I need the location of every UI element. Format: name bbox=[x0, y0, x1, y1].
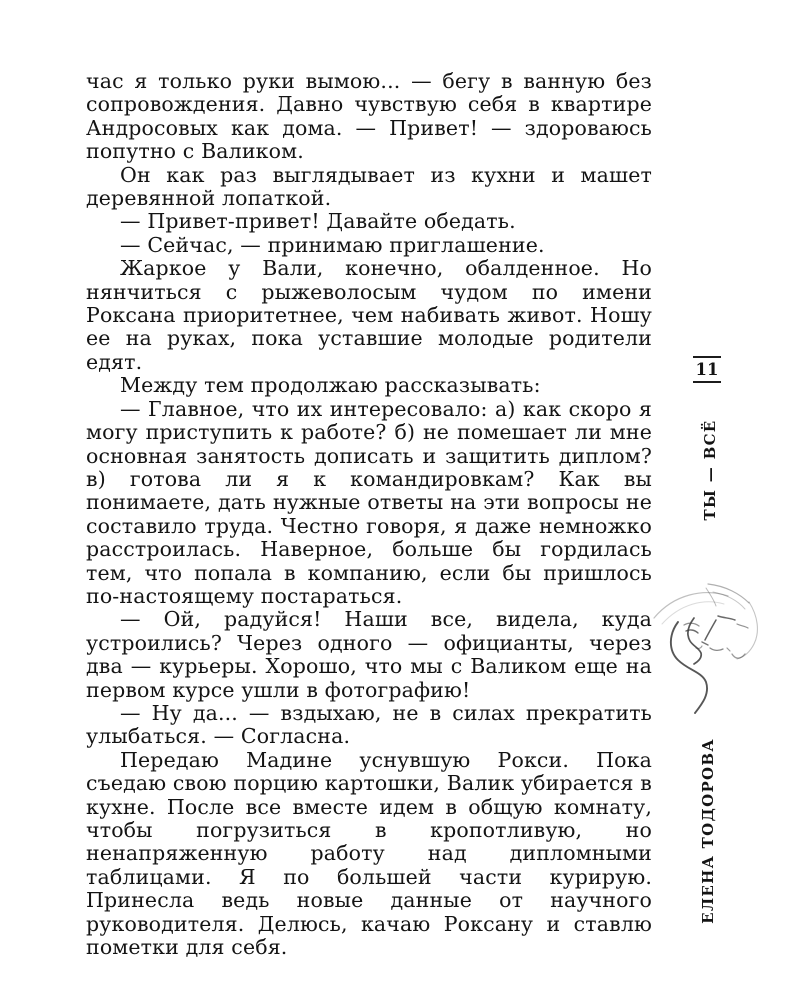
paragraph: Он как раз выглядывает из кухни и машет деревянной лопаткой. bbox=[86, 162, 652, 211]
book-title: ТЫ — ВСЁ bbox=[701, 419, 719, 521]
paragraph: Между тем продолжаю рассказывать: bbox=[120, 373, 541, 398]
body-text bbox=[86, 70, 652, 959]
paragraph: Жаркое у Вали, конечно, обалденное. Но нянчиться с рыжеволосым чудом по имени Роксана приоритетнее, чем набивать живот. Ношу ее на руках, пока уставшие молодые родители едят. bbox=[86, 256, 652, 374]
page-number: 11 bbox=[693, 356, 721, 383]
paragraph: — Главное, что их интересовало: а) как скоро я могу приступить к работе? б) не помешает ли мне основная занятость дописать и защитить диплом? в) готова ли я к командировкам? Как вы понимаете, дать нужные ответы на эти вопросы не составило труда. Честно говоря, я даже немножко расстроилась. Наверное, больше бы гордилась тем, что попала в компанию, если бы пришлось по-настоящему постараться. bbox=[86, 396, 652, 608]
paragraph: Передаю Мадине уснувшую Рокси. Пока съедаю свою порцию картошки, Валик убирается в кухне. После все вместе идем в общую комнату, чтобы погрузиться в кропотливую, но ненапряженную работу над дипломными таблицами. Я по большей части курирую. Принесла ведь новые данные от научного руководителя. Делюсь, качаю Роксану и ставлю пометки для себя. bbox=[86, 747, 652, 960]
paragraph: — Ой, радуйся! Наши все, видела, куда устроились? Через одного — официанты, через два — курьеры. Хорошо, что мы с Валиком еще на первом курсе ушли в фотографию! bbox=[86, 607, 652, 702]
paragraph: — Сейчас, — принимаю приглашение. bbox=[120, 232, 545, 257]
paragraph: час я только руки вымою... — бегу в ванную без сопровождения. Давно чувствую себя в квартире Андросовых как дома. — Привет! — здороваюсь попутно с Валиком. bbox=[86, 69, 652, 164]
paragraph: — Привет-привет! Давайте обедать. bbox=[120, 209, 516, 234]
author-name: ЕЛЕНА ТОДОРОВА bbox=[699, 738, 717, 924]
paragraph: — Ну да... — вздыхаю, не в силах прекратить улыбаться. — Согласна. bbox=[86, 700, 652, 749]
kissing-faces-illustration bbox=[648, 578, 770, 716]
